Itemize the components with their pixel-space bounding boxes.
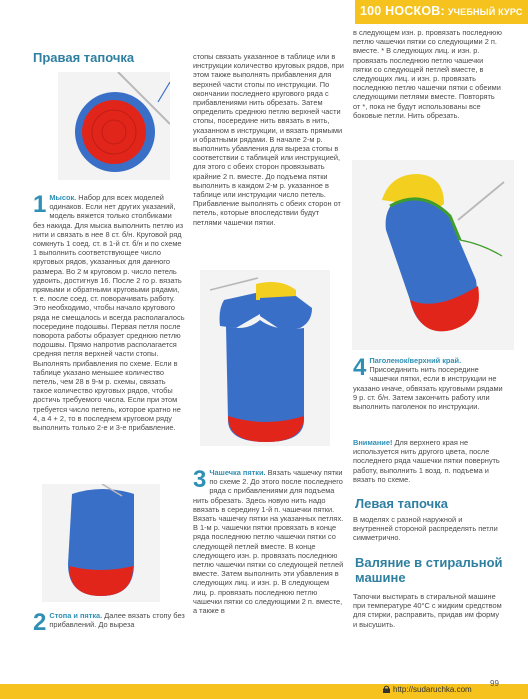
- step-2-title: Стопа и пятка.: [49, 611, 103, 620]
- step-1-title: Мысок.: [49, 193, 77, 202]
- step-3-block: [193, 468, 345, 630]
- right-slipper-heading: Правая тапочка: [33, 50, 135, 65]
- foot-heel-photo: [42, 484, 160, 602]
- left-slipper-text: В моделях с разной наружной и внутренней стороной распределять петли симметрично.: [353, 515, 498, 543]
- step-1-block: [33, 193, 185, 470]
- step-2-number: 2: [33, 609, 47, 636]
- heel-cup-illustration: [200, 270, 330, 446]
- step-3-number: 3: [193, 466, 207, 493]
- watermark-url: http://sudaruchka.com: [393, 685, 472, 694]
- note-label: Внимание!: [353, 438, 393, 447]
- note-text: Для верхнего края не используется нить другого цвета, после последнего ряда чашечки пятки повернуть работу, выполнить 1 возд. п. подъема и вязать по схеме.: [353, 438, 500, 484]
- step-3-text: Вязать чашечку пятки по схеме 2. До этого после последнего ряда с прибавлениями для подъема нить обрезать. Здесь новую нить надо ввязать в середину 1-й п. чашечки пятки. Вязать чашечку пятки на указанных петлях. В 1-м р. чашечки пятки провязать в конце ряда последнюю петлю чашечки пятки со следующей петлей вместе. В конце следующего изн. р. провязать последнюю петлю чашечки пятки со следующей петлей вместе. Затем выполнить эти убавления в следующих лиц. и изн. р. В следующем лиц. р. провязать последнюю петлю чашечки пятки со следующими 2 п. вместе, а также в: [193, 468, 344, 616]
- left-slipper-heading: Левая тапочка: [355, 496, 448, 511]
- header-subtitle: УЧЕБНЫЙ КУРС: [447, 7, 523, 17]
- header-title-main: 100 НОСКОВ:: [360, 4, 445, 18]
- column-2-text: стопы связать указанное в таблице или в инструкции количество круговых рядов, при этом также выполнять прибавления для верхней части стопы по инструкции. По окончании последнего кругового ряда с прибавлениями нить обрезать. Затем определить среднюю петлю верхней части стопы, посередине нить ввязать в нить, указанном в инструкции, и вязать прямыми и обратными рядами. В начале 2-м р. выполнить убавления для выреза стопы в соответствии с таблицей или инструкцией, для этого с обеих сторон провязывать крайние 2 п. вместе. До подъема пятки выполнить в каждом 2-м р. указанное в таблице или инструкции число петель. Прибавление выполнять с обеих сторон от петель, которые впоследствии будут петлями чашечки пятки.: [193, 52, 344, 227]
- step-4-number: 4: [353, 354, 367, 381]
- step-4-text: Присоединить нить посередине чашечки пятки, если в инструкции не указано иначе, обвязать круговыми рядами 9 р. ст. б/н. Затем закончить работу или выполнить паголенок по инструкции.: [353, 365, 503, 412]
- step-2-text: Далее вязать стопу без прибавлений. До выреза: [49, 611, 185, 630]
- felting-heading: Валяние в стиральной машине: [355, 555, 503, 585]
- heel-cup-photo: [200, 270, 330, 446]
- toe-photo: [58, 72, 170, 180]
- step-1-text: Набор для всех моделей одинаков. Если нет других указаний, модель вяжется только столбиками без накида. Для мыска выполнить петлю из нити и связать в нее 8 ст. б/н. Круговой ряд сомкнуть 1 соед. ст. в 1-й ст. б/н и по схеме 1 выполнить соответствующее число круговых рядов, указанных для данного размера. Во 2 м круговом р. число петель удвоить, достигнув 16. После 2 го р. вязать прямыми и обратными круговыми рядами, т. е. после соед. ст. поворачивать работу. Это необходимо, чтобы начало кругового ряда не смещалось и всегда располагалось посередине подошвы. Первая петля после поворота работы образует среднюю петлю подошвы. Прямо напротив располагается средняя петля верхней части стопы. Выполнять прибавления по схеме. Если в таблице указано меньшее количество петель, чем 28 в 9-м р. схемы, связать такое количество круговых рядов, чтобы достичь требуемого числа. Если при этом требуется число петель, которое кратно не 4, а 4 + 2, то в последнем круговом ряду выполнить только 2-е и 3-е прибавление.: [33, 193, 185, 433]
- top-edge-photo: [352, 160, 514, 350]
- watermark-link[interactable]: [382, 685, 472, 694]
- toe-photo-illustration: [58, 72, 170, 180]
- step-1-number: 1: [33, 191, 47, 218]
- lock-icon: [382, 685, 391, 693]
- step-4-block: [353, 356, 503, 430]
- step-3-title: Чашечка пятки.: [209, 468, 266, 477]
- top-edge-illustration: [352, 160, 514, 350]
- foot-heel-illustration: [42, 484, 160, 602]
- step-4-title: Паголенок/верхний край.: [369, 356, 462, 365]
- page-number: 99: [490, 679, 499, 688]
- felting-text: Тапочки выстирать в стиральной машине при температуре 40°C с жидким средством для стирки, расправить, придав им форму и высушить.: [353, 592, 502, 629]
- note-block: [353, 438, 503, 482]
- column-3-text: в следующем изн. р. провязать последнюю петлю чашечки пятки со следующими 2 п. вместе. * В следующих лиц. и изн. р. провязать последнюю петлю чашечки пятки со следующей петлей вместе, в следующих лиц. и изн. р. провязать последнюю петлю чашечки пятки с обеими следующими петлями вместе. Повторять от *, пока не будут использованы все боковые петли. Нить обрезать.: [353, 28, 502, 120]
- header-title: [360, 4, 523, 18]
- step-2-block: [33, 611, 185, 651]
